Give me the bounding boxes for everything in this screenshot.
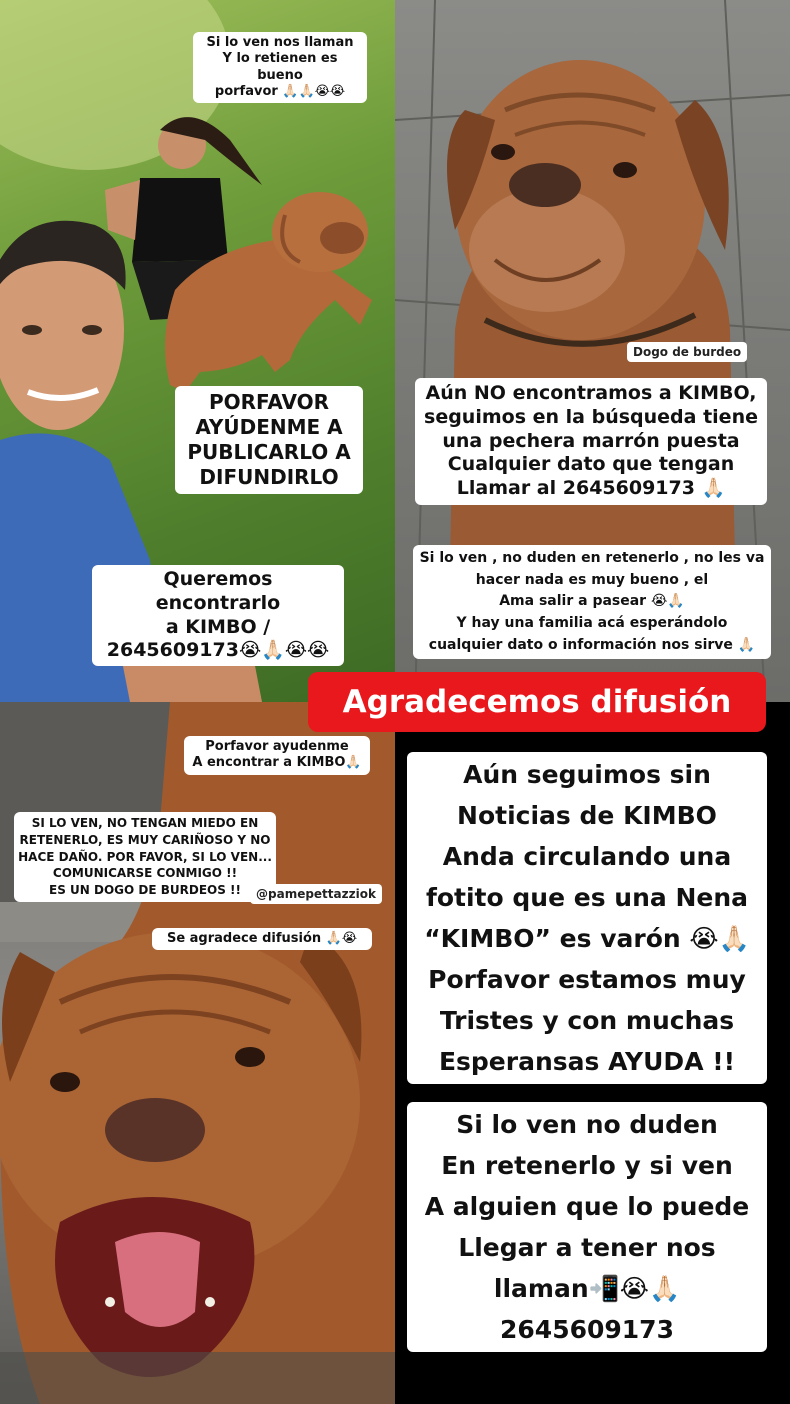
caption-line: una pechera marrón puesta [442, 429, 740, 452]
caption-warning [14, 812, 276, 902]
caption-line: AYÚDENME A [195, 415, 343, 439]
caption-line: Tristes y con muchas [439, 1006, 735, 1035]
caption-line: Cualquier dato que tengan [447, 453, 735, 476]
caption-line: Llegar a tener nos [458, 1233, 716, 1262]
caption-line: RETENERLO, ES MUY CARIÑOSO Y NO [19, 832, 271, 847]
caption-line: PUBLICARLO A [187, 440, 351, 464]
caption-line: Si lo ven no duden [456, 1110, 718, 1139]
caption-small [413, 545, 771, 659]
caption-line: A encontrar a KIMBO🙏🏻 [192, 755, 362, 771]
caption-line: DIFUNDIRLO [199, 465, 339, 489]
caption-line: seguimos en la búsqueda tiene [424, 405, 758, 428]
dog-closeup-photo [0, 702, 395, 1404]
caption-update [407, 752, 767, 1084]
caption-line: “KIMBO” es varón 😭🙏🏻 [424, 924, 750, 953]
caption-line: llaman📲😭🙏🏻 [493, 1274, 681, 1303]
caption-line: Si lo ven , no duden en retenerlo , no les va [419, 550, 765, 566]
caption-line: Anda circulando una [442, 842, 732, 871]
caption-line: HACE DAÑO. POR FAVOR, SI LO VEN... [18, 849, 272, 864]
caption-line: Noticias de KIMBO [457, 801, 717, 830]
caption-line: SI LO VEN, NO TENGAN MIEDO EN [31, 816, 259, 830]
photo-panel-dog-portrait [395, 0, 790, 702]
caption-line: COMUNICARSE CONMIGO !! [52, 866, 238, 881]
caption-line: porfavor 🙏🏻🙏🏻😭😭 [214, 83, 346, 99]
caption-line: Ama salir a pasear 😭🙏🏻 [499, 593, 685, 610]
caption-top [184, 736, 370, 775]
caption-line: Si lo ven nos llaman [206, 35, 354, 50]
user-mention: @pamepettazziok [250, 884, 382, 904]
caption-line: En retenerlo y si ven [441, 1151, 733, 1180]
caption-line: 2645609173 [500, 1315, 674, 1344]
photo-panel-dog-closeup [0, 702, 395, 1404]
caption-line: PORFAVOR [208, 390, 330, 414]
caption-line: Porfavor estamos muy [428, 965, 746, 994]
caption-line: Llamar al 2645609173 🙏🏻 [456, 477, 726, 499]
caption-line: cualquier dato o información nos sirve 🙏🏻 [428, 636, 756, 653]
text-panel-updates [395, 702, 790, 1404]
caption-line: Aún seguimos sin [463, 760, 711, 789]
caption-line: ES UN DOGO DE BURDEOS !! [49, 883, 241, 898]
thanks-banner: Agradecemos difusión [308, 672, 766, 732]
caption-main [415, 378, 767, 505]
caption-line: Y hay una familia acá esperándolo [456, 615, 728, 632]
caption-line: 2645609173😭🙏🏻😭😭 [106, 639, 330, 662]
caption-line: a KIMBO / [165, 615, 271, 638]
caption-line: Aún NO encontramos a KIMBO, [425, 382, 757, 404]
caption-thanks: Se agradece difusión 🙏🏻😭 [152, 928, 372, 950]
caption-line: hacer nada es muy bueno , el [475, 571, 709, 588]
caption-line: fotito que es una Nena [425, 883, 748, 912]
caption-top [193, 32, 367, 103]
caption-request [407, 1102, 767, 1352]
caption-line: Queremos encontrarlo [155, 568, 281, 614]
caption-line: Esperansas AYUDA !! [438, 1047, 736, 1076]
breed-tag: Dogo de burdeo [627, 342, 747, 362]
caption-bottom [92, 565, 344, 666]
caption-line: Y lo retienen es bueno [222, 51, 338, 83]
caption-middle [175, 386, 363, 494]
photo-panel-owners-with-dog [0, 0, 395, 702]
caption-line: A alguien que lo puede [424, 1192, 750, 1221]
caption-line: Porfavor ayudenme [205, 739, 349, 754]
